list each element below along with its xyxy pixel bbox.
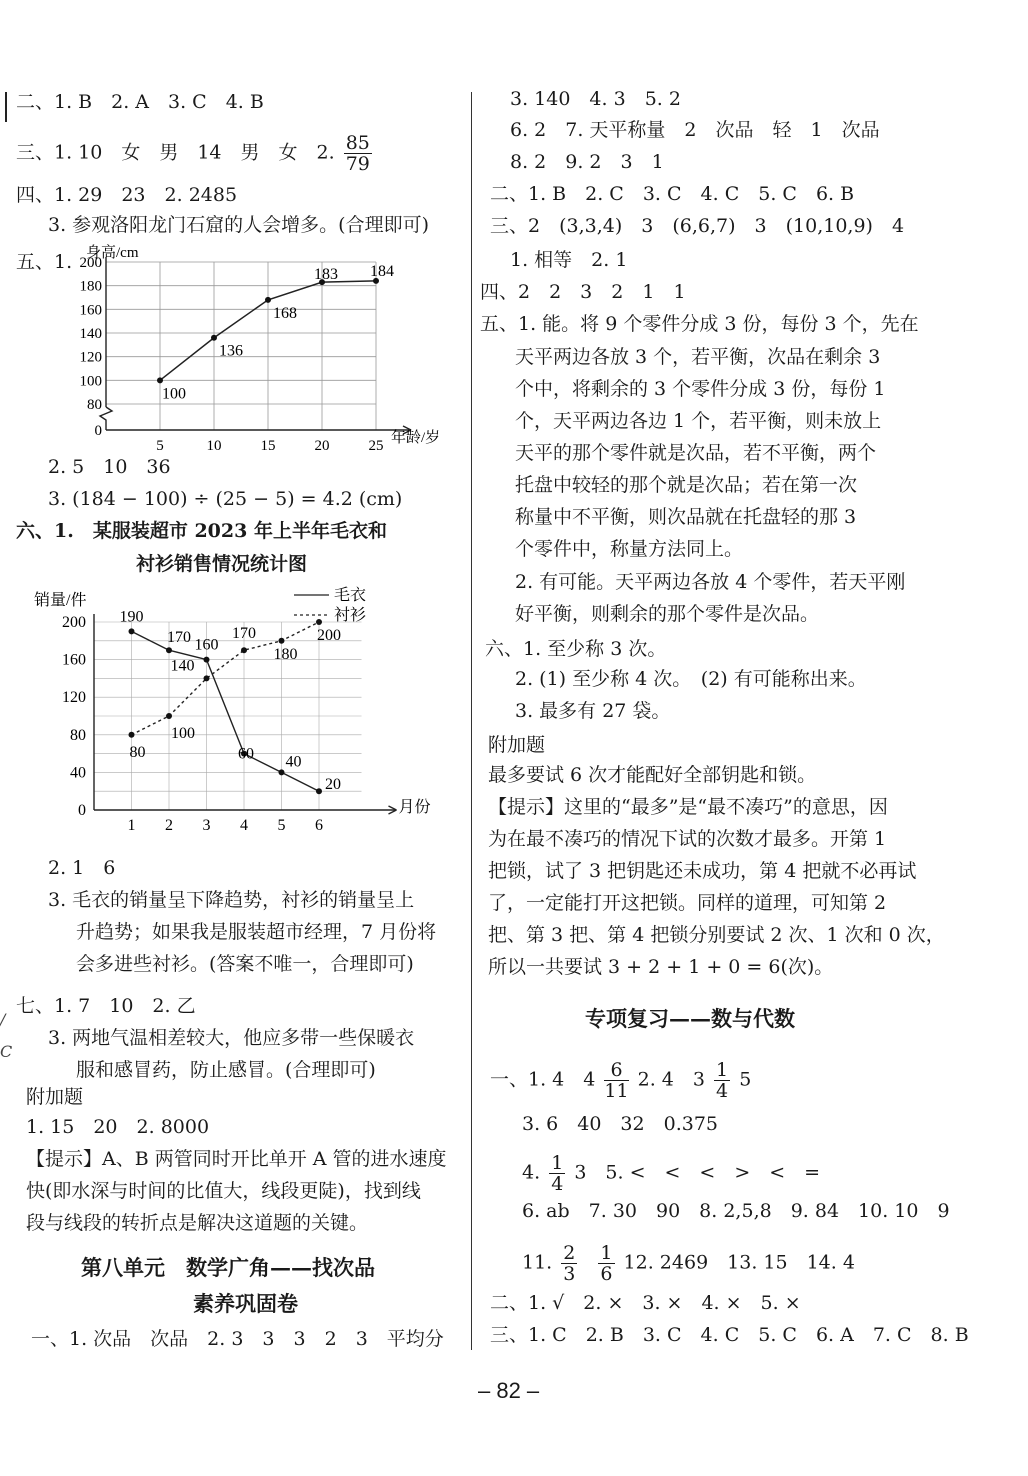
y-tick-label: 140 bbox=[79, 326, 102, 342]
legend-label-sweater: 毛衣 bbox=[334, 587, 367, 604]
y-tick-label: 180 bbox=[79, 278, 102, 295]
hint-line: 了，一定能打开这把锁。同样的道理，可知第 2 bbox=[488, 892, 887, 914]
answer-line: 二、1. √ 2. × 3. × 4. × 5. × bbox=[490, 1292, 801, 1314]
column-divider bbox=[471, 92, 472, 1350]
answer-text: 5 bbox=[739, 1068, 752, 1091]
fraction-denominator: 4 bbox=[551, 1173, 564, 1195]
y-axis-label: 身高/cm bbox=[86, 245, 139, 261]
y-tick-label: 200 bbox=[79, 255, 102, 271]
y-tick-label: 120 bbox=[62, 689, 86, 707]
data-point bbox=[129, 628, 135, 634]
x-tick-label: 4 bbox=[240, 817, 248, 834]
answer-line: 五、1. 能。将 9 个零件分成 3 份，每份 3 个，先在 bbox=[480, 313, 919, 335]
y-tick-label: 80 bbox=[87, 397, 102, 413]
y-tick-label: 200 bbox=[62, 614, 86, 631]
fraction-numerator: 1 bbox=[551, 1152, 564, 1174]
data-label: 160 bbox=[194, 636, 219, 654]
answer-line bbox=[490, 1060, 751, 1101]
data-label: 20 bbox=[325, 776, 341, 794]
x-tick-label: 20 bbox=[314, 438, 330, 454]
hint-line: 快(即水深与时间的比值大，线段更陡)，找到线 bbox=[26, 1180, 421, 1202]
hint-line: 【提示】这里的“最多”是“最不凑巧”的意思，因 bbox=[488, 796, 888, 818]
section-title: 专项复习——数与代数 bbox=[585, 1006, 795, 1031]
answer-line: 四、1. 29 23 2. 2485 bbox=[16, 184, 238, 206]
answer-text: 一、1. 4 4 bbox=[490, 1068, 596, 1091]
edge-mark: / bbox=[0, 1010, 6, 1029]
answer-line: 会多进些衬衫。(答案不唯一，合理即可) bbox=[76, 953, 414, 975]
y-tick-label: 100 bbox=[79, 373, 102, 390]
hint-line: 把锁，试了 3 把钥匙还未成功，第 4 把就不必再试 bbox=[488, 860, 917, 882]
answer-line: 3. 毛衣的销量呈下降趋势，衬衫的销量呈上 bbox=[48, 889, 415, 911]
answer-line: 3. 最多有 27 袋。 bbox=[515, 700, 671, 722]
data-point bbox=[129, 732, 135, 738]
x-tick-label: 2 bbox=[165, 817, 173, 834]
data-point bbox=[279, 638, 285, 644]
hint-line: 所以一共要试 3 + 2 + 1 + 0 = 6(次)。 bbox=[488, 956, 834, 978]
y-axis-label: 销量/件 bbox=[34, 592, 87, 609]
answer-line: 2. (1) 至少称 4 次。 (2) 有可能称出来。 bbox=[515, 668, 867, 690]
chart-title-line: 六、1. 某服装超市 2023 年上半年毛衣和 bbox=[16, 520, 387, 542]
answer-line: 个，天平两边各边 1 个，若平衡，则未放上 bbox=[515, 410, 882, 432]
answer-line: 2. 有可能。天平两边各放 4 个零件，若天平刚 bbox=[515, 571, 906, 593]
fraction bbox=[344, 133, 372, 174]
x-tick-label: 6 bbox=[315, 817, 323, 834]
data-label: 168 bbox=[273, 304, 297, 322]
answer-line: 四、2 2 3 2 1 1 bbox=[480, 281, 686, 303]
answer-text: 2. 4 3 bbox=[637, 1068, 705, 1091]
data-label: 100 bbox=[171, 725, 195, 742]
x-tick-label: 25 bbox=[368, 438, 384, 454]
chart-title-line: 衬衫销售情况统计图 bbox=[136, 553, 308, 575]
data-point bbox=[241, 647, 247, 653]
data-point bbox=[211, 335, 217, 341]
hint-line: 把、第 3 把、第 4 把锁分别要试 2 次、1 次和 0 次， bbox=[488, 924, 945, 946]
y-tick-label: 0 bbox=[78, 802, 86, 819]
data-point bbox=[265, 297, 271, 303]
data-point bbox=[316, 619, 322, 625]
section-label: 附加题 bbox=[488, 734, 546, 756]
fraction-numerator: 85 bbox=[345, 132, 370, 154]
data-label: 184 bbox=[370, 262, 394, 280]
fraction-numerator: 1 bbox=[716, 1059, 729, 1081]
x-tick-label: 3 bbox=[202, 817, 211, 834]
fraction-denominator: 4 bbox=[716, 1080, 729, 1102]
data-point bbox=[204, 657, 210, 663]
answer-line: 六、1. 至少称 3 次。 bbox=[485, 638, 667, 660]
answer-line: 2. 5 10 36 bbox=[48, 456, 171, 478]
x-tick-label: 5 bbox=[156, 438, 164, 454]
answer-line: 3. 140 4. 3 5. 2 bbox=[510, 88, 681, 110]
answer-line: 托盘中较轻的那个就是次品；若在第一次 bbox=[515, 474, 858, 496]
data-point bbox=[157, 377, 163, 383]
section-label: 附加题 bbox=[26, 1086, 84, 1108]
unit-title: 第八单元 数学广角——找次品 bbox=[81, 1255, 375, 1280]
answer-line: 6. 2 7. 天平称量 2 次品 轻 1 次品 bbox=[510, 119, 880, 141]
answer-line bbox=[522, 1153, 820, 1194]
answer-line: 二、1. B 2. C 3. C 4. C 5. C 6. B bbox=[490, 183, 855, 205]
answer-line: 天平的那个零件就是次品，若不平衡，两个 bbox=[515, 442, 877, 464]
answer-line: 1. 相等 2. 1 bbox=[510, 249, 628, 271]
page-number: – 82 – bbox=[478, 1378, 540, 1403]
fraction-numerator: 1 bbox=[600, 1242, 613, 1264]
fraction-denominator: 11 bbox=[604, 1080, 629, 1102]
x-axis-label: 年龄/岁 bbox=[391, 430, 441, 446]
answer-line: 好平衡，则剩余的那个零件是次品。 bbox=[515, 603, 820, 625]
answer-line: 称量中不平衡，则次品就在托盘轻的那 3 bbox=[515, 506, 857, 528]
y-tick-label: 160 bbox=[79, 302, 102, 319]
answer-line: 三、1. C 2. B 3. C 4. C 5. C 6. A 7. C 8. B bbox=[490, 1324, 969, 1346]
data-label: 190 bbox=[119, 608, 144, 626]
answer-line: 五、1. bbox=[16, 251, 73, 273]
height-line-chart bbox=[66, 245, 446, 454]
answer-line: 3. 两地气温相差较大，他应多带一些保暖衣 bbox=[48, 1027, 415, 1049]
answer-line: 2. 1 6 bbox=[48, 857, 116, 879]
legend-label-shirt: 衬衫 bbox=[334, 607, 367, 624]
answer-line: 一、1. 次品 次品 2. 3 3 3 2 3 平均分 bbox=[31, 1328, 444, 1350]
answer-line: 6. ab 7. 30 90 8. 2,5,8 9. 84 10. 10 9 bbox=[522, 1200, 950, 1222]
fraction bbox=[604, 1060, 628, 1101]
data-point bbox=[166, 647, 172, 653]
x-tick-label: 1 bbox=[127, 817, 136, 834]
data-label: 80 bbox=[129, 743, 146, 761]
data-point bbox=[166, 713, 172, 719]
answer-line: 天平两边各放 3 个，若平衡，次品在剩余 3 bbox=[515, 346, 881, 368]
answer-text: 三、1. 10 女 男 14 男 女 2. bbox=[16, 141, 335, 164]
answer-line: 最多要试 6 次才能配好全部钥匙和锁。 bbox=[488, 764, 817, 786]
unit-subtitle: 素养巩固卷 bbox=[193, 1291, 298, 1316]
answer-line: 3. 6 40 32 0.375 bbox=[522, 1113, 719, 1135]
data-label: 170 bbox=[167, 629, 191, 647]
answer-text: 11. bbox=[522, 1251, 553, 1274]
answer-text: 3 5. < < < > < = bbox=[574, 1161, 821, 1184]
data-label: 183 bbox=[314, 266, 338, 284]
answer-line: 七、1. 7 10 2. 乙 bbox=[16, 995, 196, 1017]
answer-line bbox=[522, 1243, 855, 1284]
data-point bbox=[316, 788, 322, 794]
answer-text: 12. 2469 13. 15 14. 4 bbox=[623, 1251, 855, 1274]
answer-line: 三、2 (3,3,4) 3 (6,6,7) 3 (10,10,9) 4 bbox=[490, 215, 905, 237]
sales-line-chart bbox=[24, 585, 444, 845]
answer-line: 3. (184 − 100) ÷ (25 − 5) = 4.2 (cm) bbox=[48, 488, 403, 510]
height-chart bbox=[66, 245, 446, 454]
hint-line: 段与线段的转折点是解决这道题的关键。 bbox=[26, 1212, 369, 1234]
fraction-denominator: 3 bbox=[563, 1263, 576, 1285]
data-label: 140 bbox=[170, 657, 195, 675]
fraction-denominator: 6 bbox=[600, 1263, 613, 1285]
x-tick-label: 10 bbox=[206, 438, 222, 454]
fraction bbox=[714, 1060, 730, 1101]
answer-line: 3. 参观洛阳龙门石窟的人会增多。(合理即可) bbox=[48, 214, 429, 236]
fraction-denominator: 79 bbox=[345, 153, 370, 175]
y-tick-label: 40 bbox=[70, 764, 86, 782]
hint-line: 为在最不凑巧的情况下试的次数才最多。开第 1 bbox=[488, 828, 887, 850]
answer-line: 二、1. B 2. A 3. C 4. B bbox=[16, 91, 264, 113]
x-tick-label: 5 bbox=[277, 817, 286, 834]
hint-line: 【提示】A、B 两管同时开比单开 A 管的进水速度 bbox=[26, 1148, 447, 1170]
answer-text: 4. bbox=[522, 1161, 541, 1184]
data-label: 40 bbox=[285, 753, 302, 771]
fraction-numerator: 6 bbox=[604, 1060, 628, 1081]
data-point bbox=[279, 769, 285, 775]
margin-bar bbox=[5, 92, 7, 122]
data-label: 100 bbox=[162, 385, 186, 403]
x-tick-label: 15 bbox=[260, 438, 276, 454]
fraction bbox=[549, 1153, 565, 1194]
y-tick-label: 0 bbox=[94, 423, 102, 439]
answer-line: 升趋势；如果我是服装超市经理，7 月份将 bbox=[76, 921, 437, 943]
answer-line: 1. 15 20 2. 8000 bbox=[26, 1116, 210, 1138]
data-label: 180 bbox=[273, 645, 298, 663]
fraction-numerator: 2 bbox=[563, 1242, 576, 1264]
data-label: 60 bbox=[238, 745, 254, 763]
edge-mark: C bbox=[0, 1042, 13, 1061]
x-axis-label: 月份 bbox=[398, 799, 431, 816]
answer-line: 个中，将剩余的 3 个零件分成 3 份，每份 1 bbox=[515, 378, 886, 400]
answer-line: 服和感冒药，防止感冒。(合理即可) bbox=[76, 1059, 376, 1081]
data-label: 200 bbox=[317, 627, 341, 644]
answer-line bbox=[16, 133, 375, 174]
data-label: 136 bbox=[219, 342, 243, 360]
fraction bbox=[561, 1243, 577, 1284]
y-tick-label: 160 bbox=[62, 651, 86, 669]
data-label: 170 bbox=[232, 625, 256, 643]
answer-line: 个零件中，称量方法同上。 bbox=[515, 538, 744, 560]
y-tick-label: 120 bbox=[79, 349, 102, 366]
answer-line: 8. 2 9. 2 3 1 bbox=[510, 151, 664, 173]
sales-chart bbox=[24, 585, 444, 850]
data-point bbox=[204, 675, 210, 681]
y-tick-label: 80 bbox=[70, 726, 86, 744]
fraction bbox=[598, 1243, 614, 1284]
